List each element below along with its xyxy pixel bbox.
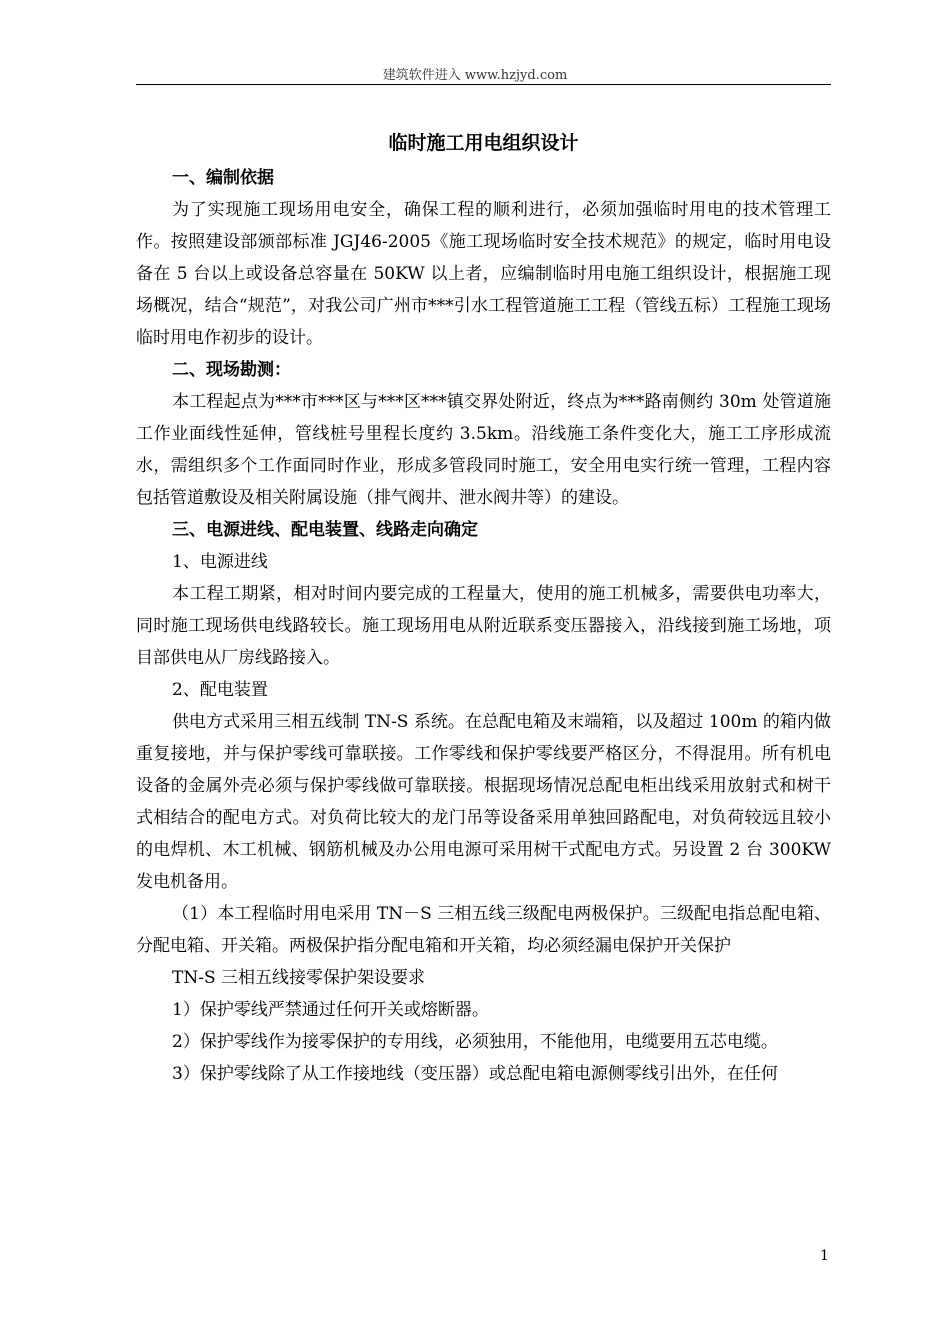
document-body [136,126,831,1090]
paragraph-distribution: 供电方式采用三相五线制 TN-S 系统。在总配电箱及末端箱，以及超过 100m 的箱内做重复接地，并与保护零线可靠联接。工作零线和保护零线要严格区分，不得混用。所有机电设备的金属外壳必须与保护零线做可靠联接。根据现场情况总配电柜出线采用放射式和树干式相结合的配电方式。对负荷比较大的龙门吊等设备采用单独回路配电，对负荷较远且较小的电焊机、木工机械、钢筋机械及办公用电源可采用树干式配电方式。另设置 2 台 300KW 发电机备用。 [136,712,831,892]
page-number: 1 [820,1248,829,1264]
document-title: 临时施工用电组织设计 [388,132,579,154]
list-item-2: 2）保护零线作为接零保护的专用线，必须独用，不能他用，电缆要用五芯电缆。 [172,1032,778,1052]
section-heading-power: 三、电源进线、配电装置、线路走向确定 [172,520,478,540]
header-divider [136,84,831,85]
paragraph-basis: 为了实现施工现场用电安全，确保工程的顺利进行，必须加强临时用电的技术管理工作。按照建设部颁部标准 JGJ46-2005《施工现场临时安全技术规范》的规定，临时用电设备在 5 台以上或设备总容量在 50KW 以上者，应编制临时用电施工组织设计，根据施工现场概况，结合“规范”，对我公司广州市***引水工程管道施工工程（管线五标）工程施工现场临时用电作初步的设计。 [136,200,831,348]
subheading-power-inlet: 1、电源进线 [172,552,268,572]
section-heading-basis: 一、编制依据 [172,168,274,188]
paragraph-protection: （1）本工程临时用电采用 TN－S 三相五线三级配电两极保护。三级配电指总配电箱、分配电箱、开关箱。两极保护指分配电箱和开关箱，均必须经漏电保护开关保护 [136,904,831,956]
paragraph-survey: 本工程起点为***市***区与***区***镇交界处附近，终点为***路南侧约 30m 处管道施工作业面线性延伸，管线桩号里程长度约 3.5km。沿线施工条件变化大，施工工序形成流水，需组织多个工作面同时作业，形成多管段同时施工，安全用电实行统一管理，工程内容包括管道敷设及相关附属设施（排气阀井、泄水阀井等）的建设。 [136,392,831,508]
list-item-1: 1）保护零线严禁通过任何开关或熔断器。 [172,1000,489,1020]
subheading-distribution: 2、配电装置 [172,680,268,700]
page-header: 建筑软件进入 www.hzjyd.com [382,68,568,83]
section-heading-survey: 二、现场勘测： [172,360,291,380]
paragraph-tns-requirements: TN-S 三相五线接零保护架设要求 [172,968,426,988]
list-item-3: 3）保护零线除了从工作接地线（变压器）或总配电箱电源侧零线引出外，在任何 [172,1064,778,1084]
paragraph-power-inlet: 本工程工期紧，相对时间内要完成的工程量大，使用的施工机械多，需要供电功率大，同时施工现场供电线路较长。施工现场用电从附近联系变压器接入，沿线接到施工场地，项目部供电从厂房线路接入。 [136,584,831,668]
